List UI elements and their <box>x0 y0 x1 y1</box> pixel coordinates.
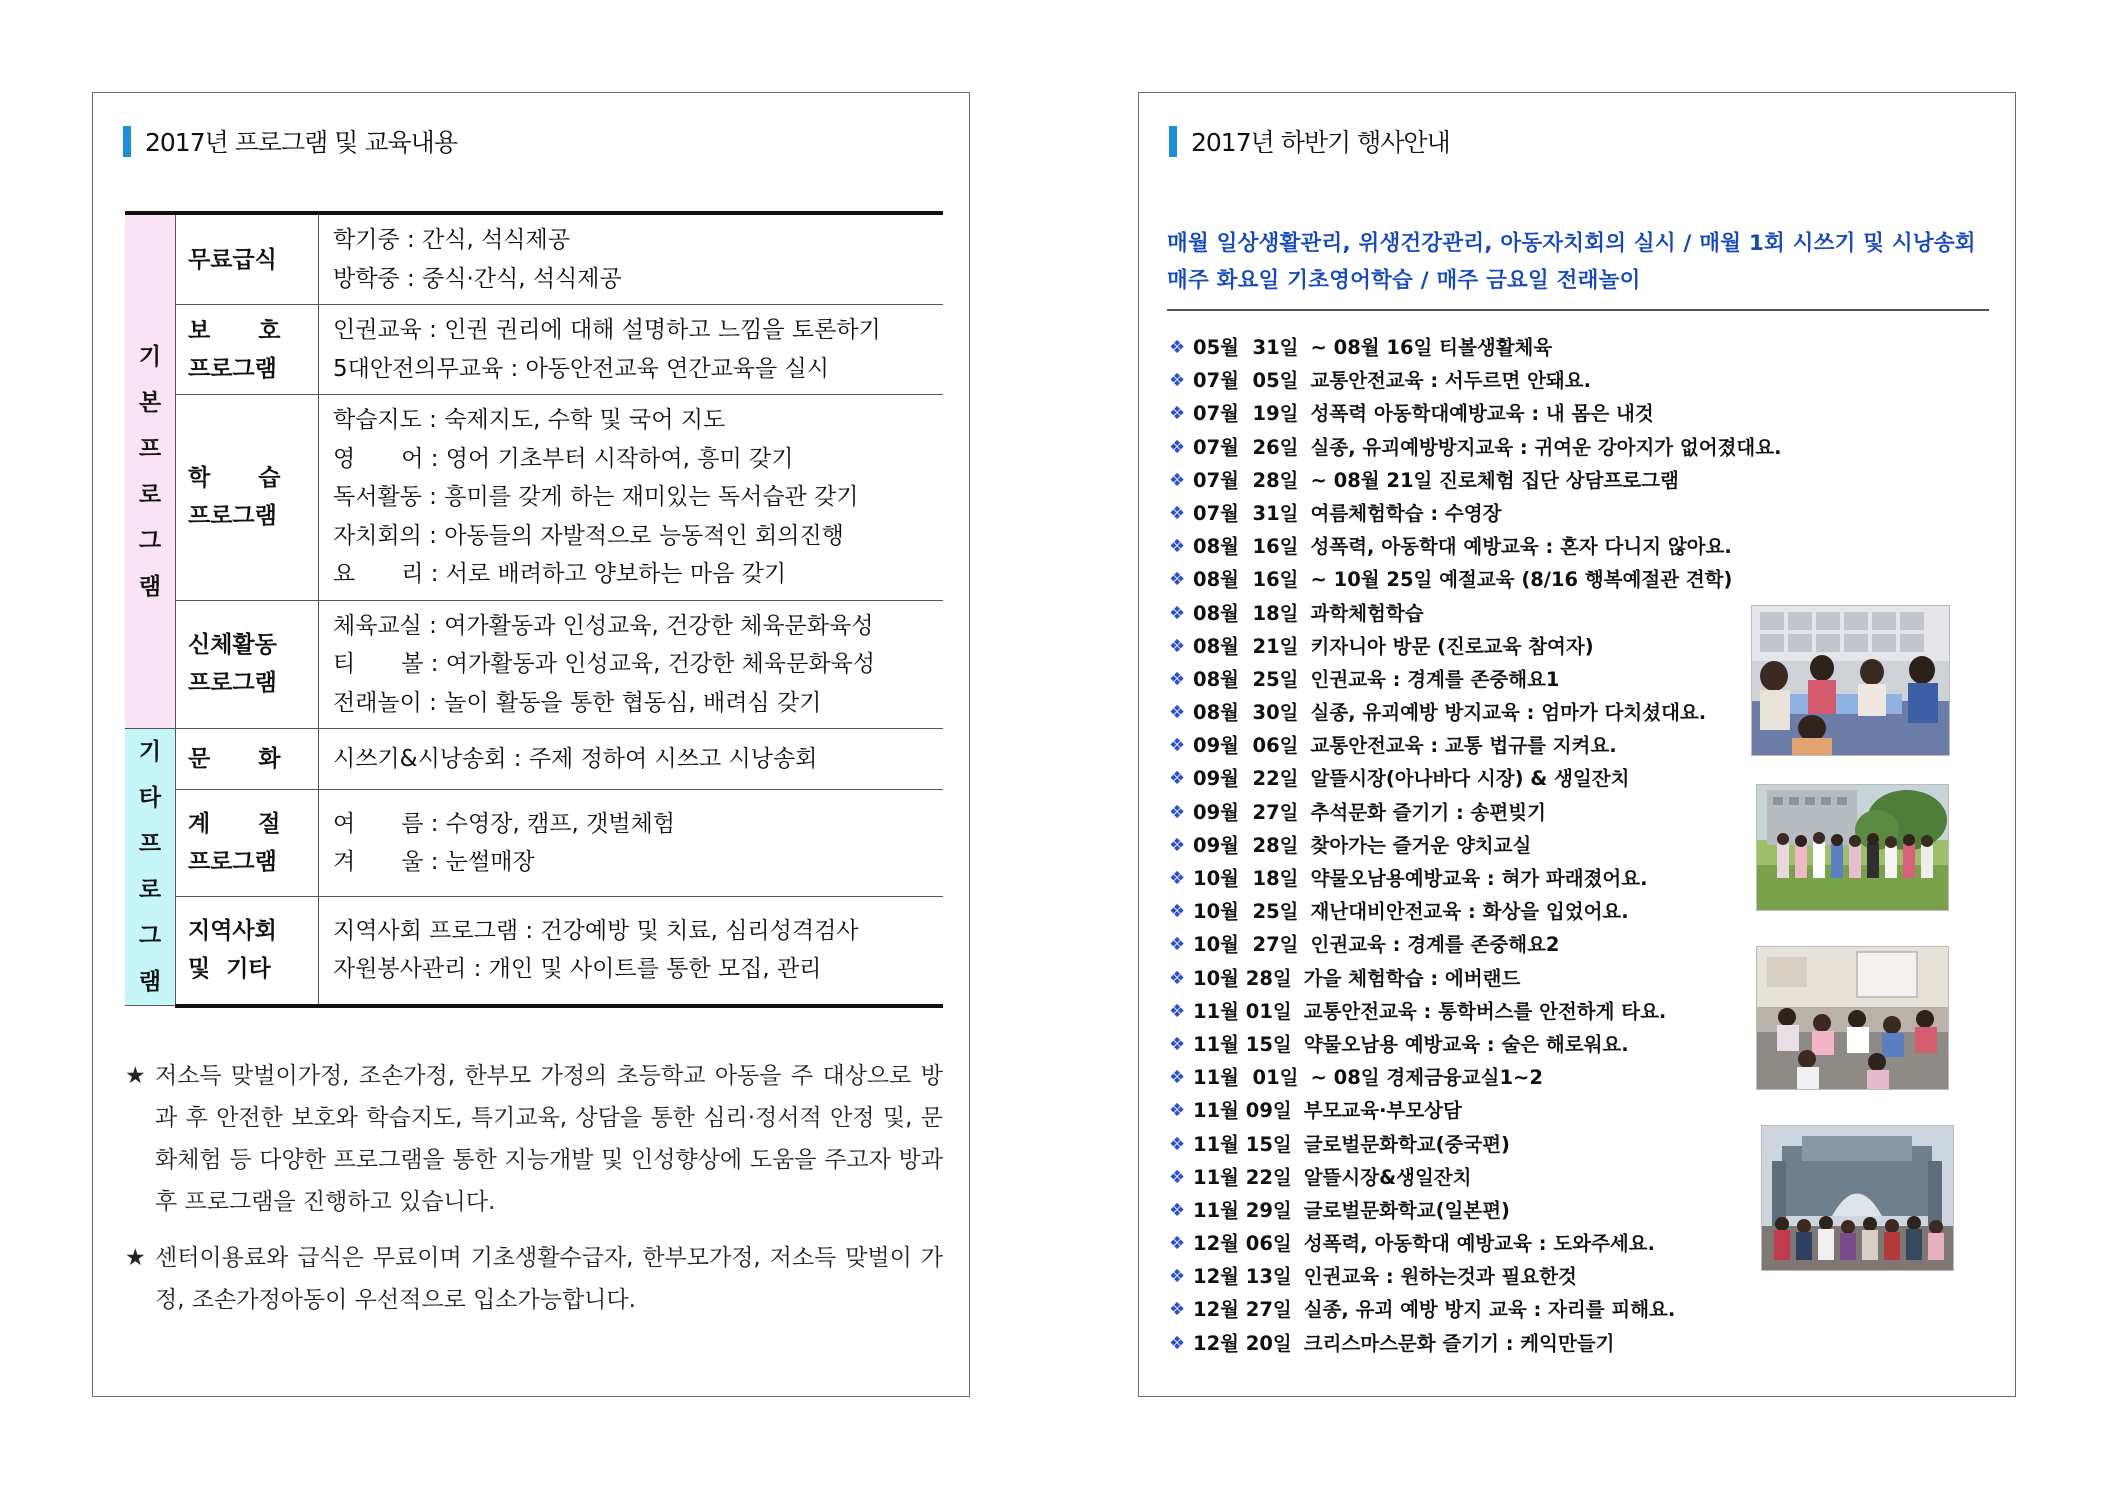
event-item <box>1169 729 1769 762</box>
activity-photo-3 <box>1756 946 1949 1090</box>
event-item <box>1169 862 1769 895</box>
content-line: 학기중 : 간식, 석식제공 <box>333 227 570 253</box>
content-line: 지역사회 프로그램 : 건강예방 및 치료, 심리성격검사 <box>333 917 859 944</box>
sub-label: 학 습 프로그램 <box>176 395 319 601</box>
event-date: 12월 20일 <box>1193 1331 1292 1355</box>
table-row <box>125 790 943 897</box>
diamond-bullet-icon: ❖ <box>1169 1033 1186 1055</box>
event-text: 가을 체험학습 : 에버랜드 <box>1303 966 1521 990</box>
event-item <box>1169 364 1769 397</box>
event-date: 11월 01일 <box>1193 1066 1299 1090</box>
event-date: 08월 18일 <box>1193 601 1299 625</box>
diamond-bullet-icon: ❖ <box>1169 735 1186 757</box>
sub-label: 지역사회 및 기타 <box>176 897 319 1006</box>
diamond-bullet-icon: ❖ <box>1169 635 1186 657</box>
event-text: 인권교육 : 원하는것과 필요한것 <box>1303 1265 1577 1289</box>
diamond-bullet-icon: ❖ <box>1169 1000 1186 1022</box>
event-date: 11월 22일 <box>1193 1165 1292 1189</box>
event-text: 교통안전교육 : 교통 법규를 지켜요. <box>1310 734 1617 758</box>
diamond-bullet-icon: ❖ <box>1169 337 1186 358</box>
diamond-bullet-icon: ❖ <box>1169 901 1186 923</box>
program-title: 2017년 프로그램 및 교육내용 <box>145 128 457 157</box>
event-date: 12월 27일 <box>1193 1298 1292 1322</box>
events-heading <box>1169 123 1450 159</box>
sub-label: 신체활동 프로그램 <box>176 600 319 729</box>
event-text: 성폭력 아동학대예방교육 : 내 몸은 내것 <box>1310 402 1654 426</box>
event-text: 키자니아 방문 (진로교육 참여자) <box>1310 634 1594 658</box>
event-text: 글로벌문화학교(중국편) <box>1303 1132 1510 1156</box>
event-item <box>1169 1094 1769 1127</box>
event-text: 성폭력, 아동학대 예방교육 : 도와주세요. <box>1303 1232 1655 1256</box>
diamond-bullet-icon: ❖ <box>1169 1067 1186 1089</box>
event-text: 과학체험학습 <box>1310 601 1424 625</box>
content-line: 체육교실 : 여가활동과 인성교육, 건강한 체육문화육성 <box>333 612 874 639</box>
event-date: 12월 06일 <box>1193 1232 1292 1256</box>
event-date: 08월 30일 <box>1193 701 1299 725</box>
event-date: 10월 25일 <box>1193 900 1299 924</box>
table-row <box>125 395 943 601</box>
event-item <box>1169 928 1769 961</box>
diamond-bullet-icon: ❖ <box>1169 967 1186 989</box>
table-row <box>125 600 943 729</box>
event-date: 11월 01일 <box>1193 999 1292 1023</box>
event-item <box>1169 1194 1769 1227</box>
event-date: 11월 09일 <box>1193 1099 1292 1123</box>
event-item <box>1169 431 1782 464</box>
content-line: 인권교육 : 인권 권리에 대해 설명하고 느낌을 토론하기 <box>333 317 881 343</box>
activity-photo-1 <box>1751 605 1950 756</box>
event-date: 07월 28일 <box>1193 468 1299 492</box>
diamond-bullet-icon: ❖ <box>1169 768 1186 790</box>
event-text: 약물오남용예방교육 : 혀가 파래졌어요. <box>1310 867 1648 890</box>
category-other: 기타프로그램 <box>125 729 176 1006</box>
diamond-bullet-icon: ❖ <box>1169 934 1186 956</box>
diamond-bullet-icon: ❖ <box>1169 801 1186 823</box>
event-text: ~ 08월 16일 티볼생활체육 <box>1310 336 1553 359</box>
event-text: ~ 10월 25일 예절교육 (8/16 행복예절관 견학) <box>1310 568 1733 592</box>
event-item <box>1169 563 1769 596</box>
event-text: 교통안전교육 : 통학버스를 안전하게 타요. <box>1303 999 1667 1023</box>
event-text: 부모교육·부모상담 <box>1303 1099 1462 1123</box>
event-text: 실종, 유괴예방방지교육 : 귀여운 강아지가 없어졌대요. <box>1310 435 1782 459</box>
event-text: 크리스마스문화 즐기기 : 케익만들기 <box>1303 1331 1615 1355</box>
event-item <box>1169 762 1769 795</box>
activity-photo-4 <box>1761 1125 1954 1271</box>
event-text: 재난대비안전교육 : 화상을 입었어요. <box>1310 900 1629 924</box>
star-icon: ★ <box>125 1063 146 1089</box>
event-item <box>1169 1227 1769 1260</box>
event-item <box>1169 464 1769 497</box>
row-content <box>319 729 944 790</box>
star-icon: ★ <box>125 1245 146 1271</box>
sub-label: 무료급식 <box>176 213 319 305</box>
table-row <box>125 305 943 395</box>
diamond-bullet-icon: ❖ <box>1169 602 1186 624</box>
events-panel <box>1138 92 2016 1397</box>
event-item <box>1169 1260 1769 1293</box>
event-text: 추석문화 즐기기 : 송편빚기 <box>1310 800 1546 824</box>
event-item <box>1169 663 1769 696</box>
diamond-bullet-icon: ❖ <box>1169 1100 1186 1122</box>
diamond-bullet-icon: ❖ <box>1169 469 1186 491</box>
event-item <box>1169 995 1769 1028</box>
event-date: 10월 27일 <box>1193 933 1299 957</box>
event-date: 08월 16일 <box>1193 568 1299 592</box>
event-date: 09월 27일 <box>1193 800 1299 824</box>
content-line: 요 리 : 서로 배려하고 양보하는 마음 갖기 <box>333 561 787 587</box>
row-content <box>319 790 944 897</box>
event-text: 찾아가는 즐거운 양치교실 <box>1310 833 1532 857</box>
content-line: 자원봉사관리 : 개인 및 사이트를 통한 모집, 관리 <box>333 956 822 983</box>
event-date: 08월 16일 <box>1193 535 1299 559</box>
row-content <box>319 600 944 729</box>
monthly-weekly-schedule <box>1167 225 1997 299</box>
sub-label: 보 호 프로그램 <box>176 305 319 395</box>
diamond-bullet-icon: ❖ <box>1169 370 1186 392</box>
event-date: 07월 05일 <box>1193 369 1299 393</box>
diamond-bullet-icon: ❖ <box>1169 536 1186 558</box>
row-content <box>319 395 944 601</box>
row-content <box>319 305 944 395</box>
row-content <box>319 897 944 1006</box>
event-date: 07월 26일 <box>1193 435 1299 459</box>
event-item <box>1169 829 1769 862</box>
divider <box>1167 309 1989 311</box>
event-item <box>1169 1293 1769 1326</box>
event-text: 글로벌문화학교(일본편) <box>1303 1198 1510 1222</box>
event-list <box>1169 331 1782 1360</box>
event-date: 09월 06일 <box>1193 734 1299 758</box>
note-item: ★ 센터이용료와 급식은 무료이며 기초생활수급자, 한부모가정, 저소득 맞벌이 가정, 조손가정아동이 우선적으로 입소가능합니다. <box>125 1237 943 1321</box>
event-date: 08월 25일 <box>1193 667 1299 691</box>
content-line: 시쓰기&시낭송회 : 주제 정하여 시쓰고 시낭송회 <box>333 745 818 772</box>
heading-accent-bar <box>1169 126 1177 157</box>
event-date: 11월 15일 <box>1193 1032 1292 1056</box>
event-text: 실종, 유괴예방 방지교육 : 엄마가 다치셨대요. <box>1310 701 1707 725</box>
event-item <box>1169 1061 1769 1094</box>
diamond-bullet-icon: ❖ <box>1169 868 1186 889</box>
event-text: ~ 08일 경제금융교실1~2 <box>1310 1066 1543 1090</box>
table-row <box>125 729 943 790</box>
content-line: 티 볼 : 여가활동과 인성교육, 건강한 체육문화육성 <box>333 651 875 677</box>
event-item <box>1169 597 1769 630</box>
event-text: ~ 08월 21일 진로체험 집단 상담프로그램 <box>1310 468 1679 492</box>
event-date: 10월 28일 <box>1193 966 1292 990</box>
event-item <box>1169 962 1769 995</box>
event-item <box>1169 796 1769 829</box>
diamond-bullet-icon: ❖ <box>1169 1299 1186 1321</box>
event-item <box>1169 331 1769 364</box>
diamond-bullet-icon: ❖ <box>1169 1266 1186 1288</box>
content-line: 5대안전의무교육 : 아동안전교육 연간교육을 실시 <box>333 355 829 382</box>
program-table <box>125 211 943 1008</box>
diamond-bullet-icon: ❖ <box>1169 403 1186 425</box>
note-item: ★ 저소득 맞벌이가정, 조손가정, 한부모 가정의 초등학교 아동을 주 대상으로 방과 후 안전한 보호와 학습지도, 특기교육, 상담을 통한 심리·정서적 안정 및, 문화체험 등 다양한 프로그램을 통한 지능개발 및 인성향상에 도움을 주고자 방과 후 프로그램을 진행하고 있습니다. <box>125 1055 943 1223</box>
event-text: 약물오남용 예방교육 : 술은 해로워요. <box>1303 1032 1629 1056</box>
event-text: 교통안전교육 : 서두르면 안돼요. <box>1310 369 1591 393</box>
event-date: 07월 19일 <box>1193 402 1299 426</box>
heading-accent-bar <box>123 126 131 157</box>
schedule-line: 매월 일상생활관리, 위생건강관리, 아동자치회의 실시 / 매월 1회 시쓰기 및 시낭송회 <box>1167 231 1976 256</box>
content-line: 전래놀이 : 놀이 활동을 통한 협동심, 배려심 갖기 <box>333 689 822 716</box>
event-date: 08월 21일 <box>1193 634 1299 658</box>
event-date: 07월 31일 <box>1193 501 1299 525</box>
event-item <box>1169 497 1769 530</box>
event-text: 알뜰시장&생일잔치 <box>1303 1165 1472 1189</box>
sub-label: 계 절 프로그램 <box>176 790 319 897</box>
diamond-bullet-icon: ❖ <box>1169 1166 1186 1188</box>
content-line: 여 름 : 수영장, 캠프, 갯벌체험 <box>333 810 676 837</box>
event-date: 11월 15일 <box>1193 1132 1292 1156</box>
diamond-bullet-icon: ❖ <box>1169 668 1186 690</box>
event-date: 10월 18일 <box>1193 867 1299 890</box>
event-date: 12월 13일 <box>1193 1265 1292 1289</box>
event-item <box>1169 397 1769 430</box>
event-text: 인권교육 : 경계를 존중해요2 <box>1310 933 1560 957</box>
sub-label: 문 화 <box>176 729 319 790</box>
diamond-bullet-icon: ❖ <box>1169 834 1186 856</box>
diamond-bullet-icon: ❖ <box>1169 569 1186 591</box>
program-heading <box>123 123 457 159</box>
diamond-bullet-icon: ❖ <box>1169 436 1186 458</box>
content-line: 자치회의 : 아동들의 자발적으로 능동적인 회의진행 <box>333 522 844 549</box>
content-line: 학습지도 : 숙제지도, 수학 및 국어 지도 <box>333 407 726 433</box>
event-date: 05월 31일 <box>1193 336 1299 359</box>
program-panel <box>92 92 970 1397</box>
diamond-bullet-icon: ❖ <box>1169 502 1186 524</box>
event-item <box>1169 696 1769 729</box>
content-line: 영 어 : 영어 기초부터 시작하여, 흥미 갖기 <box>333 445 794 472</box>
event-date: 11월 29일 <box>1193 1198 1292 1222</box>
content-line: 겨 울 : 눈썰매장 <box>333 849 535 876</box>
event-item <box>1169 1161 1769 1194</box>
table-row <box>125 897 943 1006</box>
schedule-line: 매주 화요일 기초영어학습 / 매주 금요일 전래놀이 <box>1167 268 1641 293</box>
diamond-bullet-icon: ❖ <box>1169 1233 1186 1255</box>
event-text: 여름체험학습 : 수영장 <box>1310 501 1502 525</box>
event-item <box>1169 630 1769 663</box>
event-item <box>1169 530 1769 563</box>
event-text: 인권교육 : 경계를 존중해요1 <box>1310 667 1560 691</box>
category-basic: 기본프로그램 <box>125 213 176 729</box>
event-date: 09월 28일 <box>1193 833 1299 857</box>
event-item <box>1169 1028 1769 1061</box>
activity-photo-2 <box>1756 784 1949 911</box>
events-title: 2017년 하반기 행사안내 <box>1191 128 1450 157</box>
notes <box>125 1055 943 1335</box>
event-item <box>1169 1327 1769 1360</box>
diamond-bullet-icon: ❖ <box>1169 702 1186 724</box>
event-text: 알뜰시장(아나바다 시장) & 생일잔치 <box>1310 767 1630 791</box>
diamond-bullet-icon: ❖ <box>1169 1199 1186 1221</box>
event-text: 실종, 유괴 예방 방지 교육 : 자리를 피해요. <box>1303 1298 1676 1322</box>
table-row <box>125 213 943 305</box>
content-line: 방학중 : 중식·간식, 석식제공 <box>333 265 622 292</box>
diamond-bullet-icon: ❖ <box>1169 1332 1186 1354</box>
event-item <box>1169 895 1769 928</box>
event-text: 성폭력, 아동학대 예방교육 : 혼자 다니지 않아요. <box>1310 535 1732 559</box>
event-item <box>1169 1128 1769 1161</box>
row-content <box>319 213 944 305</box>
content-line: 독서활동 : 흥미를 갖게 하는 재미있는 독서습관 갖기 <box>333 484 859 510</box>
diamond-bullet-icon: ❖ <box>1169 1133 1186 1155</box>
event-date: 09월 22일 <box>1193 767 1299 791</box>
